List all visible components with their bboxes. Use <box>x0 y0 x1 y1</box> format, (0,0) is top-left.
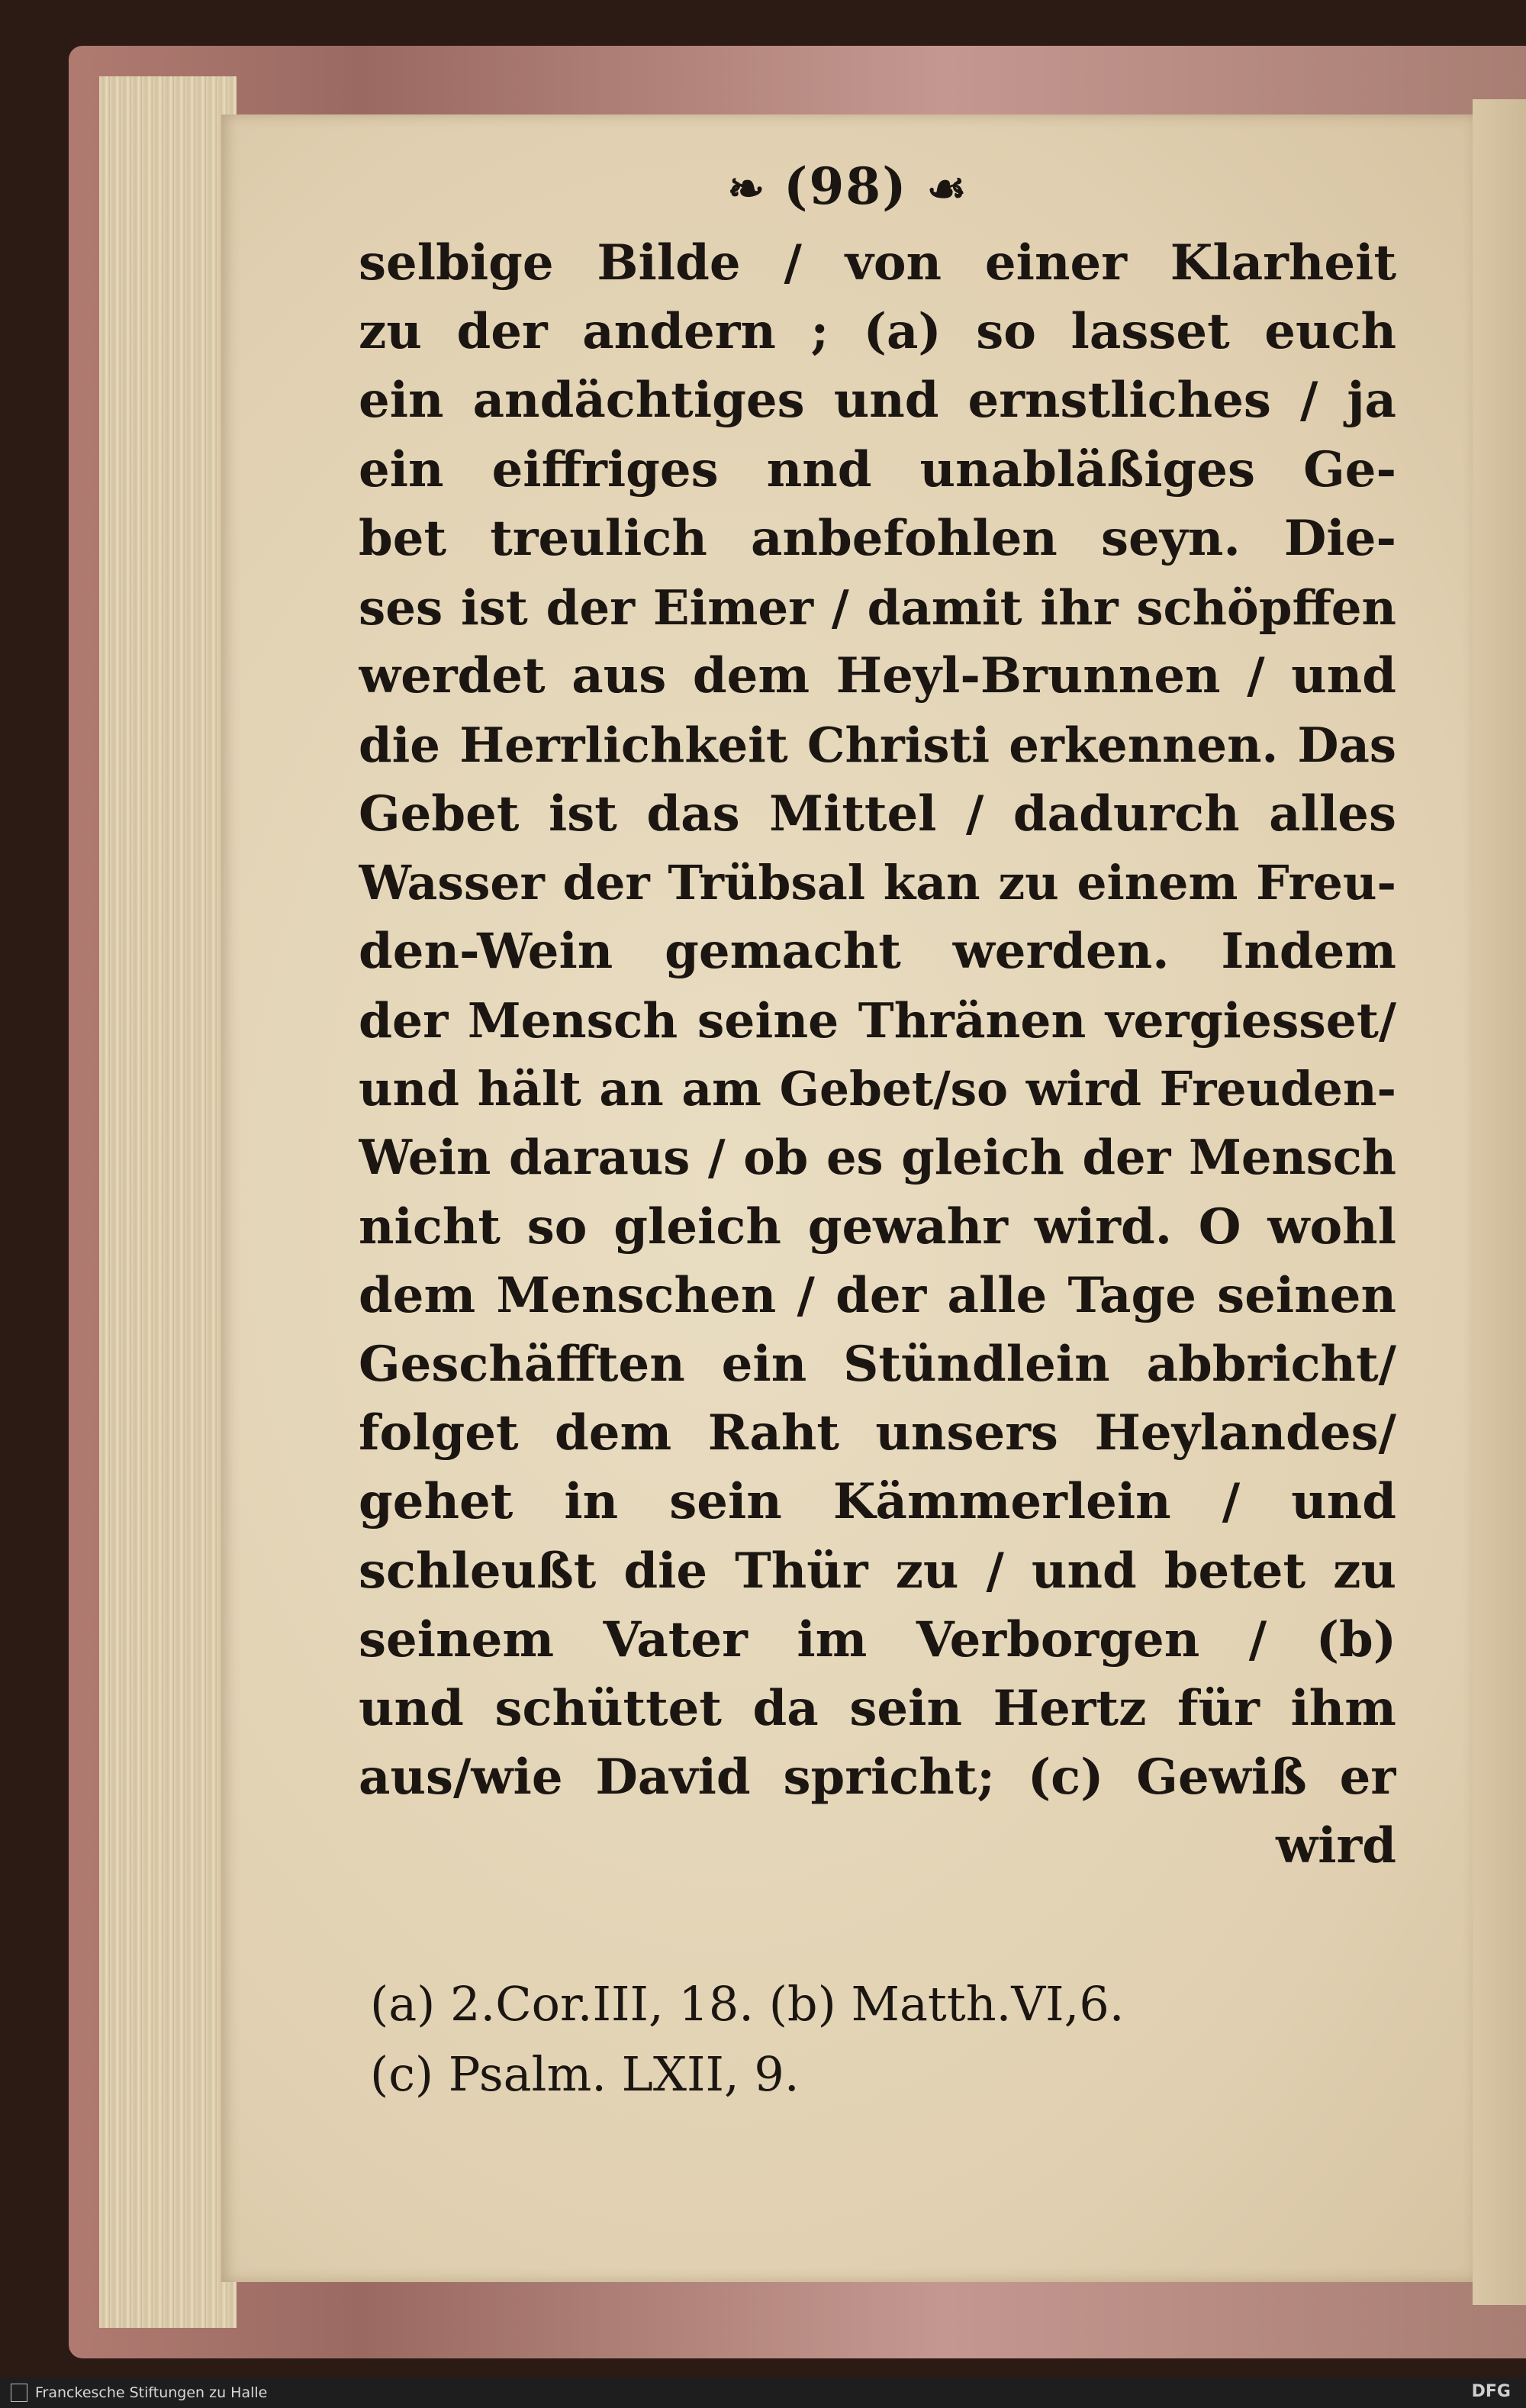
text-line: Geschäfften ein Stündlein abbricht/ <box>359 1336 1396 1393</box>
text-line: und hält an am Gebet/so wird Freuden- <box>359 1062 1396 1117</box>
catchword: wird <box>1276 1817 1396 1875</box>
text-line: zu der andern ; (a) so lasset euch <box>359 303 1396 361</box>
dfg-logo: DFG <box>1471 2382 1511 2401</box>
footnote-line: (c) Psalm. LXII, 9. <box>370 2046 800 2102</box>
text-line: der Mensch seine Thränen vergiesset/ <box>359 992 1396 1049</box>
text-line: gehet in sein Kämmerlein / und <box>359 1473 1396 1531</box>
page-edges <box>99 76 237 2328</box>
footnote-line: (a) 2.Cor.III, 18. (b) Matth.VI,6. <box>370 1976 1125 2032</box>
left-ornament-icon: ❧ <box>727 163 765 214</box>
text-line: werdet aus dem Heyl-Brunnen / und <box>359 647 1396 705</box>
institution-name: Franckesche Stiftungen zu Halle <box>35 2384 268 2401</box>
text-line: schleußt die Thür zu / und betet zu <box>359 1542 1396 1600</box>
institution-credit <box>11 2384 267 2402</box>
book-page <box>221 114 1473 2282</box>
text-line: Gebet ist das Mittel / dadurch alles <box>359 785 1396 843</box>
page-number-text: (98) <box>784 156 908 216</box>
viewer-footer <box>0 2377 1526 2408</box>
institution-logo-icon <box>11 2384 27 2402</box>
right-ornament-icon: ☙ <box>926 163 967 214</box>
text-line: den-Wein gemacht werden. Indem <box>359 922 1396 980</box>
text-line: ein eiffriges nnd unabläßiges Ge- <box>359 440 1396 498</box>
text-line: folget dem Raht unsers Heylandes/ <box>359 1404 1396 1462</box>
text-line: und schüttet da sein Hertz für ihm <box>359 1679 1396 1737</box>
text-line: Wein daraus / ob es gleich der Mensch <box>359 1130 1396 1186</box>
text-line: ses ist der Eimer / damit ihr schöpffen <box>359 579 1396 636</box>
text-line: seinem Vater im Verborgen / (b) <box>359 1610 1396 1668</box>
page-number <box>221 156 1473 216</box>
text-line: bet treulich anbefohlen seyn. Die- <box>359 509 1396 567</box>
text-line: die Herrlichkeit Christi erkennen. Das <box>359 717 1396 774</box>
footnotes <box>370 1969 1408 2110</box>
text-line: aus/wie David spricht; (c) Gewiß er <box>359 1749 1396 1807</box>
facing-page-edge <box>1473 99 1526 2305</box>
text-line: selbige Bilde / von einer Klarheit <box>359 234 1396 292</box>
text-line: dem Menschen / der alle Tage seinen <box>359 1266 1396 1324</box>
body-text <box>359 229 1396 1881</box>
text-line: Wasser der Trübsal kan zu einem Freu- <box>359 855 1396 911</box>
text-line: nicht so gleich gewahr wird. O wohl <box>359 1198 1396 1256</box>
text-line: ein andächtiges und ernstliches / ja <box>359 372 1396 430</box>
